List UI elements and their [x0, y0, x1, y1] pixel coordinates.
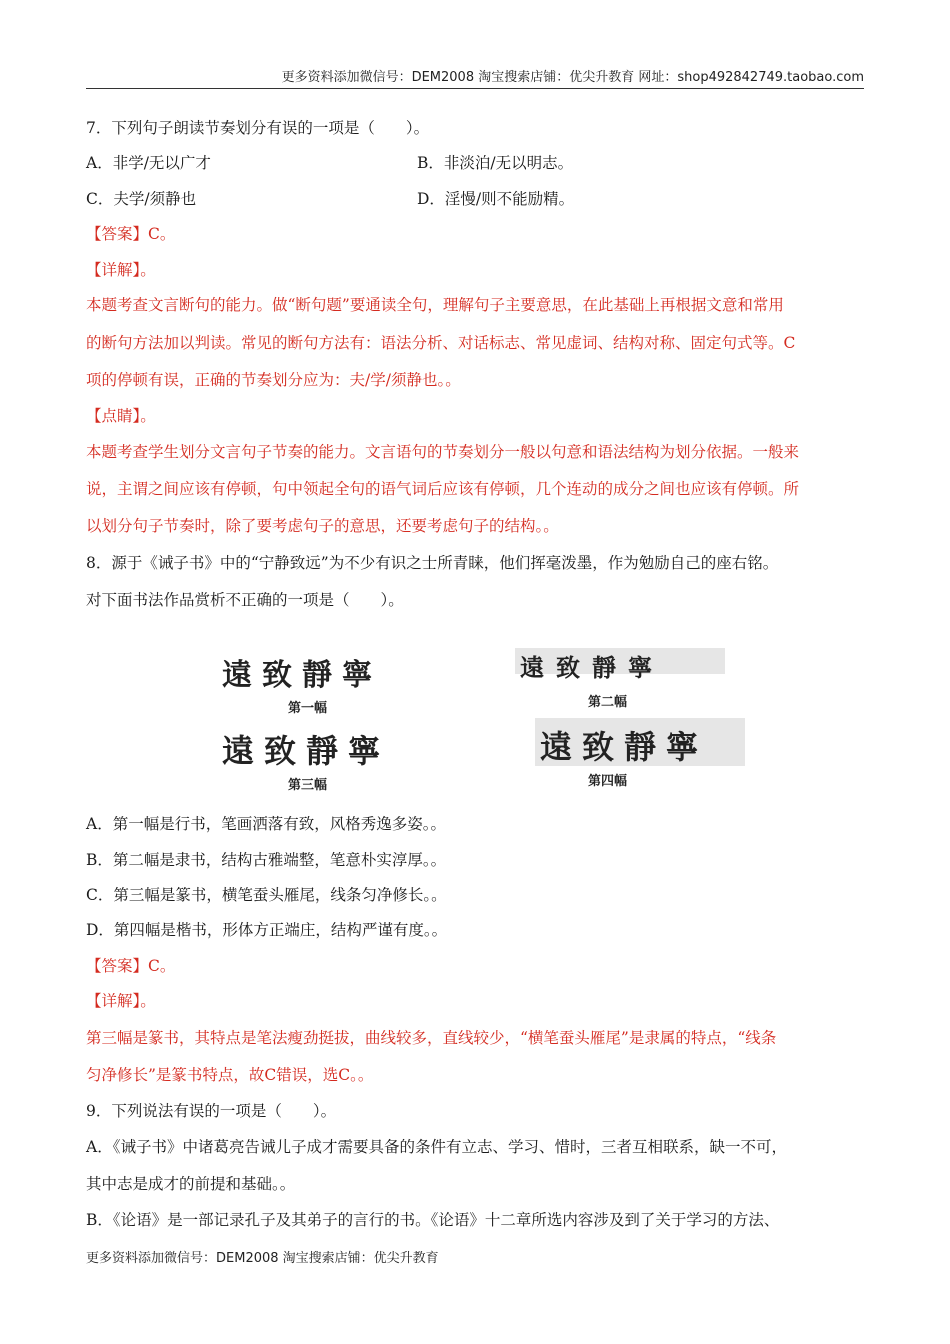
q7-answer: 【答案】C。 — [86, 225, 176, 243]
q7-detail-line-1: 本题考查文言断句的能力。做“断句题”要通读全句，理解句子主要意思，在此基础上再根据文意和常用 — [86, 296, 784, 314]
q7-detail-line-3: 项的停顿有误，正确的节奏划分应为：夫/学/须静也。。 — [86, 371, 461, 389]
page-footer: 更多资料添加微信号：DEM2008 淘宝搜索店铺：优尖升教育 — [86, 1251, 439, 1266]
q7-option-c: C．夫学/须静也 — [86, 190, 197, 208]
calligraphy-panel-3: 遠致靜寧 — [222, 732, 391, 770]
q8-stem-line-2: 对下面书法作品赏析不正确的一项是（ ）。 — [86, 591, 404, 609]
q7-option-b: B．非淡泊/无以明志。 — [417, 154, 574, 172]
page-header: 更多资料添加微信号：DEM2008 淘宝搜索店铺：优尖升教育 网址：shop492842749.taobao.com — [86, 66, 864, 89]
q7-tip-line-3: 以划分句子节奏时，除了要考虑句子的意思，还要考虑句子的结构。。 — [86, 517, 559, 535]
q8-answer: 【答案】C。 — [86, 957, 176, 975]
calligraphy-caption-2: 第二幅 — [588, 695, 628, 710]
q7-detail-line-2: 的断句方法加以判读。常见的断句方法有：语法分析、对话标志、常见虚词、结构对称、固定句式等。C — [86, 334, 796, 352]
q9-option-b-line-1: B．《论语》是一部记录孔子及其弟子的言行的书。《论语》十二章所选内容涉及到了关于学习的方法、 — [86, 1211, 780, 1229]
q8-option-d: D．第四幅是楷书，形体方正端庄，结构严谨有度。。 — [86, 921, 448, 939]
q8-stem-line-1: 8．源于《诫子书》中的“宁静致远”为不少有识之士所青睐，他们挥毫泼墨，作为勉励自己的座右铭。 — [86, 554, 779, 572]
calligraphy-caption-3: 第三幅 — [288, 778, 328, 793]
calligraphy-caption-1: 第一幅 — [288, 701, 328, 716]
q8-option-c: C．第三幅是篆书，横笔蚕头雁尾，线条匀净修长。。 — [86, 886, 447, 904]
q8-option-a: A．第一幅是行书，笔画洒落有致，风格秀逸多姿。。 — [86, 815, 446, 833]
calligraphy-caption-4: 第四幅 — [588, 774, 628, 789]
q7-tip-line-1: 本题考查学生划分文言句子节奏的能力。文言语句的节奏划分一般以句意和语法结构为划分依据。一般来 — [86, 443, 800, 461]
q7-detail-label: 【详解】。 — [86, 261, 156, 279]
q8-detail-line-1: 第三幅是篆书，其特点是笔法瘦劲挺拔，曲线较多，直线较少，“横笔蚕头雁尾”是隶属的特点，“线条 — [86, 1029, 777, 1047]
calligraphy-panel-4: 遠致靜寧 — [540, 728, 709, 766]
q7-option-d: D．淫慢/则不能励精。 — [417, 190, 575, 208]
q9-option-a-line-2: 其中志是成才的前提和基础。。 — [86, 1175, 296, 1193]
q7-tip-line-2: 说，主谓之间应该有停顿，句中领起全句的语气词后应该有停顿，几个连动的成分之间也应该有停顿。所 — [86, 480, 800, 498]
q9-stem: 9．下列说法有误的一项是（ ）。 — [86, 1102, 337, 1120]
calligraphy-panel-1: 遠致靜寧 — [222, 658, 382, 693]
q8-detail-label: 【详解】。 — [86, 992, 156, 1010]
calligraphy-panel-2: 遠致靜寧 — [520, 653, 664, 682]
q7-tip-label: 【点睛】。 — [86, 407, 156, 425]
q9-option-a-line-1: A．《诫子书》中诸葛亮告诫儿子成才需要具备的条件有立志、学习、惜时，三者互相联系，缺一不可， — [86, 1138, 787, 1156]
q7-option-a: A．非学/无以广才 — [86, 154, 211, 172]
q7-stem: 7．下列句子朗读节奏划分有误的一项是（ ）。 — [86, 119, 430, 137]
q8-option-b: B．第二幅是隶书，结构古雅端整，笔意朴实淳厚。。 — [86, 851, 447, 869]
q8-detail-line-2: 匀净修长”是篆书特点，故C错误，选C。。 — [86, 1066, 374, 1084]
